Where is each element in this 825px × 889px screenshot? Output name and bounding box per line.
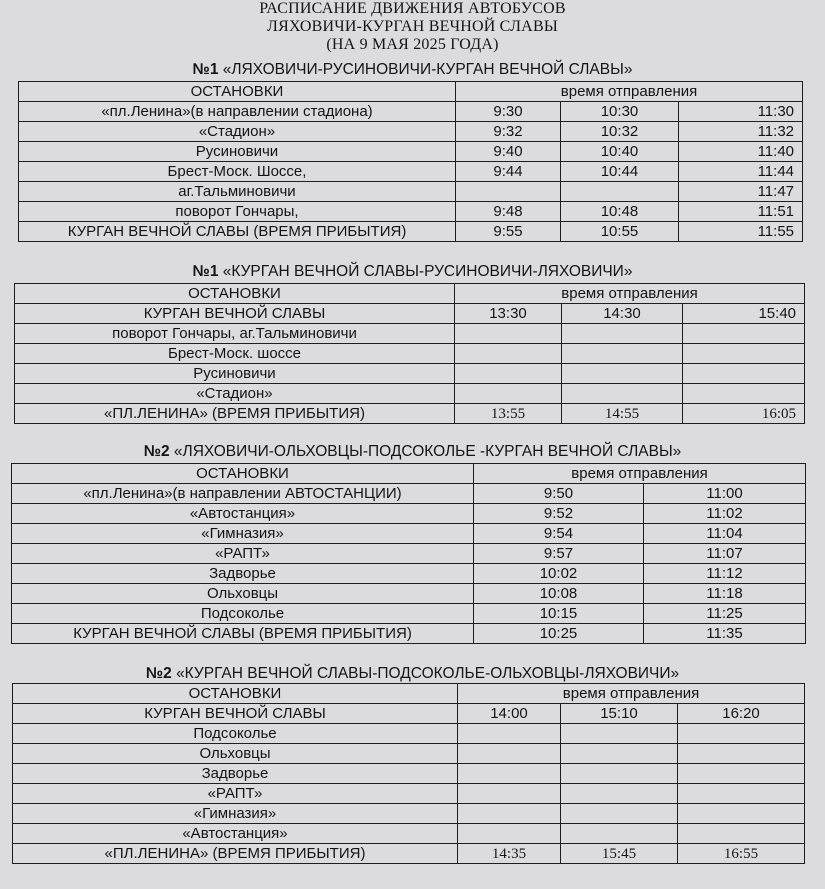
time-cell: [561, 804, 678, 824]
time-cell: 9:30: [456, 102, 561, 122]
table-header-row: [12, 464, 806, 484]
column-header-times: время отправления: [474, 464, 806, 484]
time-cell: 11:30: [679, 102, 803, 122]
time-cell: 9:57: [474, 544, 644, 564]
time-cell: [458, 724, 561, 744]
time-cell: 10:15: [474, 604, 644, 624]
time-cell: 9:50: [474, 484, 644, 504]
stop-name: «пл.Ленина»(в направлении АВТОСТАНЦИИ): [12, 484, 474, 504]
time-cell: [561, 764, 678, 784]
time-cell: [458, 784, 561, 804]
time-cell: 10:40: [561, 142, 679, 162]
stop-name: Подсоколье: [12, 604, 474, 624]
time-cell: [561, 724, 678, 744]
time-cell: 10:02: [474, 564, 644, 584]
table-header-row: [13, 684, 805, 704]
table-row: [19, 102, 803, 122]
time-cell: 9:48: [456, 202, 561, 222]
stop-name: поворот Гончары, аг.Тальминовичи: [15, 324, 455, 344]
time-cell: 11:40: [679, 142, 803, 162]
stop-name: Русиновичи: [15, 364, 455, 384]
schedule-table-3: [11, 463, 806, 644]
column-header-times: время отправления: [455, 284, 805, 304]
schedule-table-2: [14, 283, 805, 424]
time-cell: 10:30: [561, 102, 679, 122]
stop-name: «Автостанция»: [13, 824, 458, 844]
time-cell: 11:18: [644, 584, 806, 604]
stop-name: Брест-Моск. шоссе: [15, 344, 455, 364]
table-row: [13, 824, 805, 844]
time-cell: 10:08: [474, 584, 644, 604]
table-row: [12, 564, 806, 584]
time-cell: 9:40: [456, 142, 561, 162]
time-cell: [561, 744, 678, 764]
route-number: №1: [192, 263, 219, 280]
time-cell: 16:20: [678, 704, 805, 724]
column-header-stops: ОСТАНОВКИ: [13, 684, 458, 704]
time-cell: 10:48: [561, 202, 679, 222]
stop-name: Брест-Моск. Шоссе,: [19, 162, 456, 182]
time-cell: [683, 344, 805, 364]
table-row: [15, 304, 805, 324]
time-cell: [678, 764, 805, 784]
time-cell: 11:51: [679, 202, 803, 222]
time-cell: [562, 384, 683, 404]
time-cell: 13:55: [455, 404, 562, 424]
stop-name: Ольховцы: [12, 584, 474, 604]
time-cell: [678, 744, 805, 764]
time-cell: 14:55: [562, 404, 683, 424]
time-cell: [562, 364, 683, 384]
time-cell: [458, 804, 561, 824]
time-cell: 10:25: [474, 624, 644, 644]
stop-name: «Стадион»: [15, 384, 455, 404]
stop-name: поворот Гончары,: [19, 202, 456, 222]
stop-name: «Гимназия»: [12, 524, 474, 544]
document-title: [0, 0, 825, 54]
time-cell: [683, 384, 805, 404]
table-header-row: [19, 82, 803, 102]
route-number: №2: [145, 665, 172, 682]
stop-name: «Автостанция»: [12, 504, 474, 524]
time-cell: 10:44: [561, 162, 679, 182]
schedule-table-4: [12, 683, 805, 864]
route-name: «ЛЯХОВИЧИ-ОЛЬХОВЦЫ-ПОДСОКОЛЬЕ -КУРГАН ВЕЧНОЙ СЛАВЫ»: [173, 443, 682, 460]
table-row: [12, 604, 806, 624]
route-heading-4: [0, 665, 825, 683]
table-row: [15, 364, 805, 384]
time-cell: [561, 784, 678, 804]
time-cell: 10:55: [561, 222, 679, 242]
time-cell: [458, 764, 561, 784]
time-cell: 10:32: [561, 122, 679, 142]
title-line-1: РАСПИСАНИЕ ДВИЖЕНИЯ АВТОБУСОВ: [259, 0, 566, 17]
time-cell: 11:55: [679, 222, 803, 242]
time-cell: 11:00: [644, 484, 806, 504]
time-cell: [455, 364, 562, 384]
column-header-times: время отправления: [456, 82, 803, 102]
time-cell: 15:45: [561, 844, 678, 864]
time-cell: [455, 344, 562, 364]
stop-name: КУРГАН ВЕЧНОЙ СЛАВЫ: [13, 704, 458, 724]
time-cell: 9:55: [456, 222, 561, 242]
route-number: №2: [143, 443, 170, 460]
table-row: [13, 704, 805, 724]
table-header-row: [15, 284, 805, 304]
table-row: [12, 584, 806, 604]
table-row: [15, 324, 805, 344]
table-row: [19, 182, 803, 202]
route-number: №1: [192, 61, 219, 78]
stop-name: «пл.Ленина»(в направлении стадиона): [19, 102, 456, 122]
column-header-stops: ОСТАНОВКИ: [15, 284, 455, 304]
table-row: [15, 344, 805, 364]
time-cell: [678, 804, 805, 824]
stop-name: Задворье: [12, 564, 474, 584]
table-row: [12, 624, 806, 644]
table-row: [12, 504, 806, 524]
time-cell: [678, 724, 805, 744]
time-cell: [683, 364, 805, 384]
time-cell: 16:55: [678, 844, 805, 864]
route-name: «КУРГАН ВЕЧНОЙ СЛАВЫ-ПОДСОКОЛЬЕ-ОЛЬХОВЦЫ-ЛЯХОВИЧИ»: [176, 665, 680, 682]
time-cell: 9:54: [474, 524, 644, 544]
time-cell: 14:35: [458, 844, 561, 864]
stop-name: Подсоколье: [13, 724, 458, 744]
time-cell: [562, 344, 683, 364]
stop-name: «Стадион»: [19, 122, 456, 142]
time-cell: 11:04: [644, 524, 806, 544]
table-row: [12, 544, 806, 564]
time-cell: [458, 744, 561, 764]
table-row: [12, 484, 806, 504]
table-row: [19, 122, 803, 142]
stop-name: Ольховцы: [13, 744, 458, 764]
time-cell: [678, 784, 805, 804]
time-cell: 11:32: [679, 122, 803, 142]
time-cell: [561, 824, 678, 844]
time-cell: 9:52: [474, 504, 644, 524]
stop-name: «РАПТ»: [13, 784, 458, 804]
table-row: [13, 744, 805, 764]
time-cell: [683, 324, 805, 344]
time-cell: 11:44: [679, 162, 803, 182]
time-cell: 11:47: [679, 182, 803, 202]
time-cell: 13:30: [455, 304, 562, 324]
column-header-stops: ОСТАНОВКИ: [12, 464, 474, 484]
table-row: [19, 142, 803, 162]
time-cell: 11:02: [644, 504, 806, 524]
time-cell: 9:32: [456, 122, 561, 142]
table-row: [13, 784, 805, 804]
route-heading-2: [0, 263, 825, 281]
time-cell: [455, 324, 562, 344]
time-cell: 16:05: [683, 404, 805, 424]
time-cell: 11:07: [644, 544, 806, 564]
time-cell: 11:25: [644, 604, 806, 624]
time-cell: 11:12: [644, 564, 806, 584]
table-row: [13, 724, 805, 744]
time-cell: [562, 324, 683, 344]
stop-name: аг.Тальминовичи: [19, 182, 456, 202]
table-row: [12, 524, 806, 544]
route-name: «КУРГАН ВЕЧНОЙ СЛАВЫ-РУСИНОВИЧИ-ЛЯХОВИЧИ»: [222, 263, 633, 280]
time-cell: [678, 824, 805, 844]
time-cell: 11:35: [644, 624, 806, 644]
time-cell: 14:00: [458, 704, 561, 724]
stop-name: «ПЛ.ЛЕНИНА» (ВРЕМЯ ПРИБЫТИЯ): [15, 404, 455, 424]
stop-name: «ПЛ.ЛЕНИНА» (ВРЕМЯ ПРИБЫТИЯ): [13, 844, 458, 864]
stop-name: «РАПТ»: [12, 544, 474, 564]
time-cell: [456, 182, 561, 202]
route-heading-1: [0, 61, 825, 79]
table-row: [13, 764, 805, 784]
time-cell: [561, 182, 679, 202]
stop-name: КУРГАН ВЕЧНОЙ СЛАВЫ: [15, 304, 455, 324]
column-header-times: время отправления: [458, 684, 805, 704]
route-heading-3: [0, 443, 825, 461]
time-cell: 9:44: [456, 162, 561, 182]
table-row: [13, 804, 805, 824]
stop-name: КУРГАН ВЕЧНОЙ СЛАВЫ (ВРЕМЯ ПРИБЫТИЯ): [12, 624, 474, 644]
stop-name: КУРГАН ВЕЧНОЙ СЛАВЫ (ВРЕМЯ ПРИБЫТИЯ): [19, 222, 456, 242]
route-name: «ЛЯХОВИЧИ-РУСИНОВИЧИ-КУРГАН ВЕЧНОЙ СЛАВЫ»: [222, 61, 633, 78]
time-cell: 15:10: [561, 704, 678, 724]
title-line-2: ЛЯХОВИЧИ-КУРГАН ВЕЧНОЙ СЛАВЫ: [267, 18, 558, 35]
time-cell: 15:40: [683, 304, 805, 324]
table-row: [19, 222, 803, 242]
time-cell: [455, 384, 562, 404]
table-row: [15, 404, 805, 424]
column-header-stops: ОСТАНОВКИ: [19, 82, 456, 102]
table-row: [15, 384, 805, 404]
schedule-table-1: [18, 81, 803, 242]
table-row: [13, 844, 805, 864]
title-line-3: (НА 9 МАЯ 2025 ГОДА): [326, 36, 499, 53]
time-cell: 14:30: [562, 304, 683, 324]
table-row: [19, 202, 803, 222]
time-cell: [458, 824, 561, 844]
stop-name: «Гимназия»: [13, 804, 458, 824]
table-row: [19, 162, 803, 182]
stop-name: Задворье: [13, 764, 458, 784]
stop-name: Русиновичи: [19, 142, 456, 162]
